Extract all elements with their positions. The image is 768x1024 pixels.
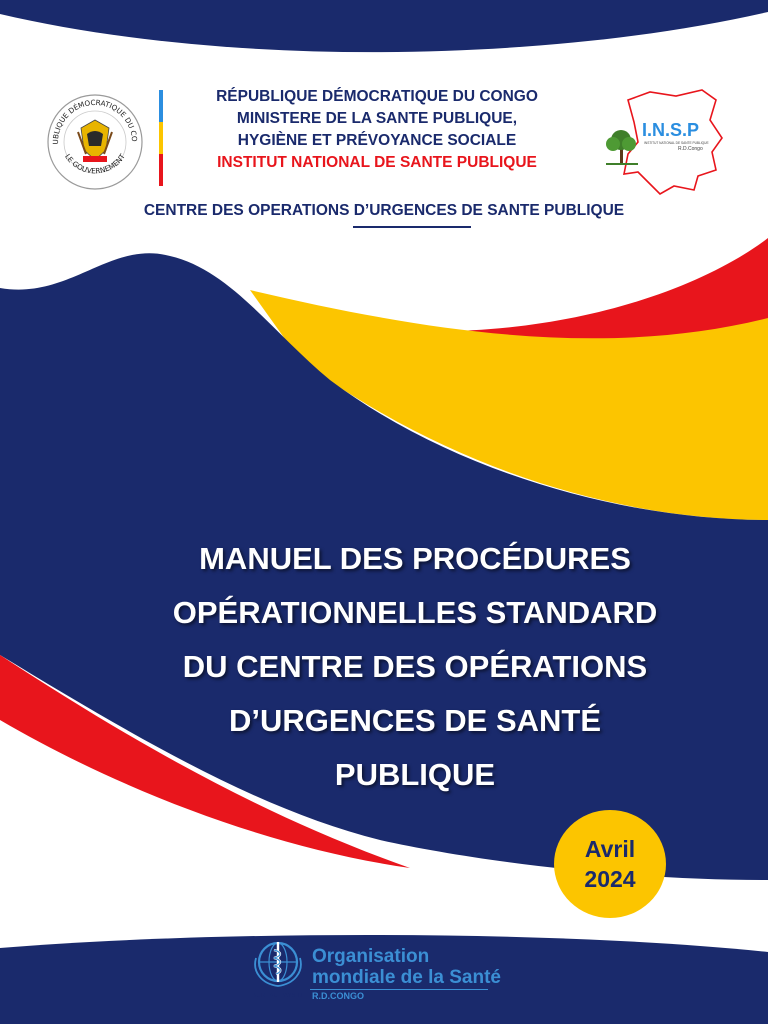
insp-subtitle: INSTITUT NATIONAL DE SANTE PUBLIQUE bbox=[644, 141, 709, 145]
seal-top-text: UBLIQUE DÉMOCRATIQUE DU CO bbox=[50, 97, 140, 145]
insp-logo bbox=[598, 86, 728, 198]
who-bureau-text: BUREAU PAYS DE LA bbox=[252, 993, 317, 999]
title-line-3: DU CENTRE DES OPÉRATIONS bbox=[182, 649, 648, 684]
tree-map-icon bbox=[598, 86, 728, 198]
insp-country: R.D.Congo bbox=[678, 146, 703, 152]
insp-acronym: I.N.S.P bbox=[642, 120, 700, 140]
header-institution-block bbox=[172, 86, 582, 174]
who-emblem-icon bbox=[248, 938, 308, 992]
who-name-line-2: mondiale de la Santé bbox=[312, 967, 501, 988]
header-ministry-cont: HYGIÈNE ET PRÉVOYANCE SOCIALE bbox=[237, 132, 517, 149]
centre-underline bbox=[353, 226, 471, 228]
date-year: 2024 bbox=[584, 866, 636, 892]
coat-of-arms-icon bbox=[40, 92, 150, 192]
who-divider bbox=[310, 989, 488, 990]
flag-color-bar bbox=[159, 90, 163, 186]
header-ministry: MINISTERE DE LA SANTE PUBLIQUE, bbox=[236, 110, 518, 127]
date-badge bbox=[554, 810, 666, 918]
who-logo bbox=[248, 938, 508, 1010]
who-country-text: R.D.CONGO bbox=[312, 991, 365, 1001]
header-republic: RÉPUBLIQUE DÉMOCRATIQUE DU CONGO bbox=[216, 88, 538, 105]
title-line-4: D’URGENCES DE SANTÉ bbox=[228, 703, 602, 738]
government-seal bbox=[40, 92, 150, 192]
title-line-1: MANUEL DES PROCÉDURES bbox=[199, 541, 631, 576]
who-name-line-1: Organisation bbox=[312, 946, 430, 967]
who-name bbox=[312, 946, 512, 988]
top-navy-arc bbox=[0, 0, 768, 52]
header-institute: INSTITUT NATIONAL DE SANTE PUBLIQUE bbox=[217, 154, 537, 171]
title-line-2: OPÉRATIONNELLES STANDARD bbox=[172, 595, 658, 630]
date-month: Avril bbox=[584, 836, 636, 862]
seal-bottom-text: LE GOUVERNEMENT bbox=[63, 152, 127, 176]
document-title bbox=[120, 532, 710, 802]
title-line-5: PUBLIQUE bbox=[334, 757, 496, 792]
centre-name: CENTRE DES OPERATIONS D’URGENCES DE SANTE PUBLIQUE bbox=[143, 202, 625, 219]
